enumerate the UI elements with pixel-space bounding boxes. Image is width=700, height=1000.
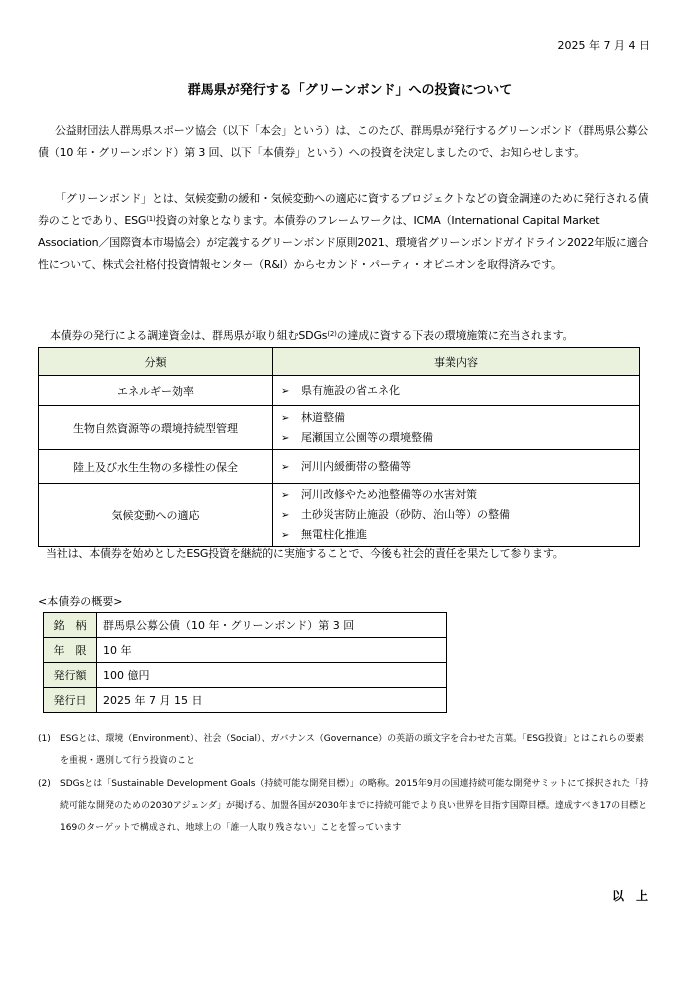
overview-key: 発行日 [44, 688, 97, 713]
table-row [44, 688, 447, 713]
footnote-text: SDGsとは「Sustainable Development Goals（持続可能な開発目標）」の略称。2015年9月の国連持続可能な開発サミットにて採択された「持続可能な開発のための2030アジェンダ」が掲げる、加盟各国が2030年までに持続可能でより良い世界を目指す国際目標。達成すべき17の目標と169のターゲットで構成され、地球上の「誰一人取り残さない」ことを誓っています [60, 779, 649, 833]
overview-key: 銘 柄 [44, 613, 97, 638]
definition-text-1: 「グリーンボンド」とは、気候変動の緩和・気候変動への適応に資するプロジェクトなどの資金調達のために発行される債券のことであり、ESG [38, 192, 649, 227]
overview-value: 100 億円 [97, 663, 447, 688]
footnote-number: (2) [38, 779, 51, 789]
overview-key: 発行額 [44, 663, 97, 688]
content-cell [273, 484, 640, 547]
footnote-text: ESGとは、環境（Environment）、社会（Social）、ガバナンス（Governance）の英語の頭文字を合わせた言葉。「ESG投資」とはこれらの要素を重視・選別して行う投資のこと [60, 734, 644, 766]
table-row [39, 450, 640, 484]
intro-paragraph [38, 120, 652, 164]
commitment-paragraph: 当社は、本債券を始めとしたESG投資を継続的に実施することで、今後も社会的責任を果たして参ります。 [46, 547, 564, 560]
content-cell [273, 376, 640, 406]
list-item: ➢ 河川改修やため池整備等の水害対策 [281, 485, 638, 505]
funds-text-2: の達成に資する下表の環境施策に充当されます。 [336, 329, 574, 342]
overview-value: 2025 年 7 月 15 日 [97, 688, 447, 713]
environmental-measures-table [38, 347, 640, 547]
definition-text-2: 投資の対象となります。本債券のフレームワークは、ICMA（International Capital Market Association／国際資本市場協会）が定義するグリーンボンド原則2021、環境省グリーンボンドガイドライン2022年版に適合性について、株式会社格付投資情報センター（R&I）からセカンド・パーティ・オピニオンを取得済みです。 [38, 214, 649, 271]
footnote [38, 773, 658, 839]
arrow-bullet-icon: ➢ [281, 461, 290, 473]
overview-key: 年 限 [44, 638, 97, 663]
list-item: ➢ 無電柱化推進 [281, 525, 638, 545]
footnote-ref-2: (2) [327, 330, 337, 338]
footnote-number: (1) [38, 734, 51, 744]
arrow-bullet-icon: ➢ [281, 490, 290, 501]
table-row [39, 376, 640, 406]
table-row [44, 663, 447, 688]
list-item: ➢ 尾瀬国立公園等の環境整備 [281, 428, 638, 448]
document-date: 2025 年 7 月 4 日 [557, 39, 650, 52]
arrow-bullet-icon: ➢ [281, 412, 290, 424]
funds-use-paragraph [50, 325, 660, 347]
table-row [39, 484, 640, 547]
table-row [44, 638, 447, 663]
bond-overview-table [43, 612, 447, 713]
category-cell: 気候変動への適応 [39, 484, 273, 547]
arrow-bullet-icon: ➢ [281, 385, 290, 397]
overview-value: 群馬県公募公債（10 年・グリーンボンド）第 3 回 [97, 613, 447, 638]
arrow-bullet-icon: ➢ [281, 432, 290, 444]
table-header-row [39, 348, 640, 376]
list-item: ➢ 土砂災害防止施設（砂防、治山等）の整備 [281, 505, 638, 525]
document-title: 群馬県が発行する「グリーンボンド」への投資について [187, 83, 513, 98]
closing-mark: 以 上 [611, 889, 648, 903]
footnote-ref-1: (1) [146, 215, 156, 223]
category-cell: 陸上及び水生生物の多様性の保全 [39, 450, 273, 484]
overview-heading: <本債券の概要> [38, 595, 123, 608]
list-item: ➢ 県有施設の省エネ化 [281, 381, 638, 401]
table-row [44, 613, 447, 638]
content-cell [273, 450, 640, 484]
footnote [38, 728, 658, 772]
arrow-bullet-icon: ➢ [281, 530, 290, 541]
header-content: 事業内容 [273, 348, 640, 376]
table-row [39, 406, 640, 450]
arrow-bullet-icon: ➢ [281, 510, 290, 521]
category-cell: 生物自然資源等の環境持続型管理 [39, 406, 273, 450]
intro-text: 公益財団法人群馬県スポーツ協会（以下「本会」という）は、このたび、群馬県が発行するグリーンボンド（群馬県公募公債（10 年・グリーンボンド）第 3 回、以下「本債券」という）への投資を決定しましたので、お知らせします。 [38, 124, 648, 159]
content-cell [273, 406, 640, 450]
list-item: ➢ 林道整備 [281, 408, 638, 428]
green-bond-definition-paragraph [38, 188, 652, 276]
category-cell: エネルギー効率 [39, 376, 273, 406]
header-category: 分類 [39, 348, 273, 376]
list-item: ➢ 河川内緩衝帯の整備等 [281, 457, 638, 477]
funds-text-1: 本債券の発行による調達資金は、群馬県が取り組むSDGs [50, 329, 328, 342]
overview-value: 10 年 [97, 638, 447, 663]
